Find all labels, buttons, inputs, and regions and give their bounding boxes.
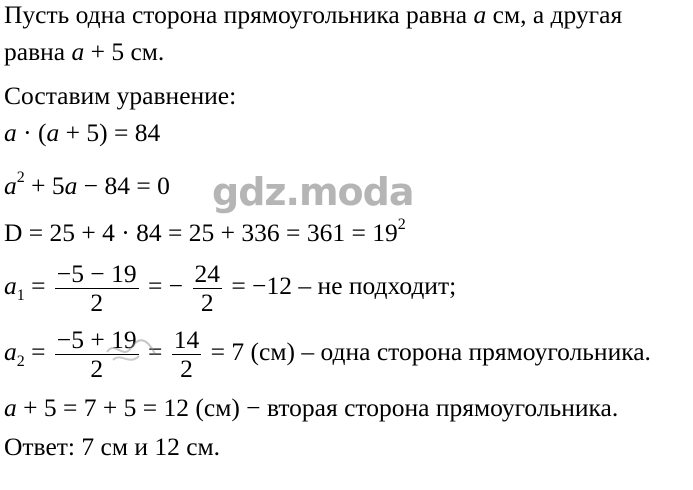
fraction <box>55 260 139 317</box>
text-line-3 <box>4 81 236 111</box>
variable-a: a <box>4 171 17 200</box>
variable-a: a <box>4 393 17 422</box>
text-fragment: равна <box>4 37 66 66</box>
answer-text: Ответ: 7 см и 12 см. <box>4 432 221 461</box>
variable-a: a <box>4 118 17 147</box>
text-fragment: = <box>24 337 52 366</box>
equation-2 <box>4 163 170 201</box>
text-fragment: · ( <box>16 118 47 147</box>
variable-a: a <box>64 171 78 200</box>
watermark-scribble-icon <box>103 330 159 370</box>
fraction-denominator: 2 <box>90 353 104 383</box>
fraction-denominator: 2 <box>200 287 214 317</box>
fraction-numerator: −5 − 19 <box>56 258 137 288</box>
text-fragment: + 5) = 84 <box>59 118 161 147</box>
exponent: 2 <box>16 169 25 186</box>
fraction-numerator: 24 <box>194 258 221 288</box>
text-fragment: = 7 (см) – одна сторона прямоугольника. <box>204 337 651 366</box>
fraction-numerator: 14 <box>173 324 200 354</box>
discriminant-text: D = 25 + 4 · 84 = 25 + 336 = 361 = 19 <box>4 218 398 247</box>
root-a2-line <box>4 324 651 390</box>
text-fragment: + 5 = 7 + 5 = 12 (см) − вторая сторона прямоугольника. <box>16 393 619 422</box>
fraction <box>193 260 223 317</box>
text-fragment: = − <box>141 271 190 300</box>
text-line-2 <box>4 37 164 67</box>
text-fragment: + 5 <box>24 171 65 200</box>
text-fragment: = <box>141 337 169 366</box>
text-fragment: = −12 – не подходит; <box>225 271 457 300</box>
equation-1 <box>4 118 160 148</box>
variable-a: a <box>4 337 17 366</box>
fraction-numerator: −5 + 19 <box>56 324 137 354</box>
variable-a: a <box>473 0 487 29</box>
discriminant-line <box>4 210 406 248</box>
text-fragment: Пусть одна сторона прямоугольника равна <box>4 0 468 29</box>
variable-a: a <box>71 37 85 66</box>
text-fragment: = <box>24 271 52 300</box>
watermark-text: gdz.moda <box>212 170 414 214</box>
subscript: 2 <box>16 353 25 370</box>
variable-a: a <box>46 118 60 147</box>
fraction <box>172 326 202 383</box>
fraction-denominator: 2 <box>180 353 193 383</box>
root-a1-line <box>4 258 456 324</box>
text-fragment: Составим уравнение: <box>4 81 237 110</box>
text-line-1 <box>4 0 622 30</box>
answer-line <box>4 432 220 462</box>
text-fragment: − 84 = 0 <box>77 171 170 200</box>
text-fragment: + 5 см. <box>90 37 165 66</box>
exponent: 2 <box>397 216 406 233</box>
second-side-line <box>4 393 618 423</box>
text-fragment: см, а другая <box>492 0 623 29</box>
variable-a: a <box>4 271 17 300</box>
fraction-denominator: 2 <box>90 287 104 317</box>
subscript: 1 <box>16 287 25 304</box>
